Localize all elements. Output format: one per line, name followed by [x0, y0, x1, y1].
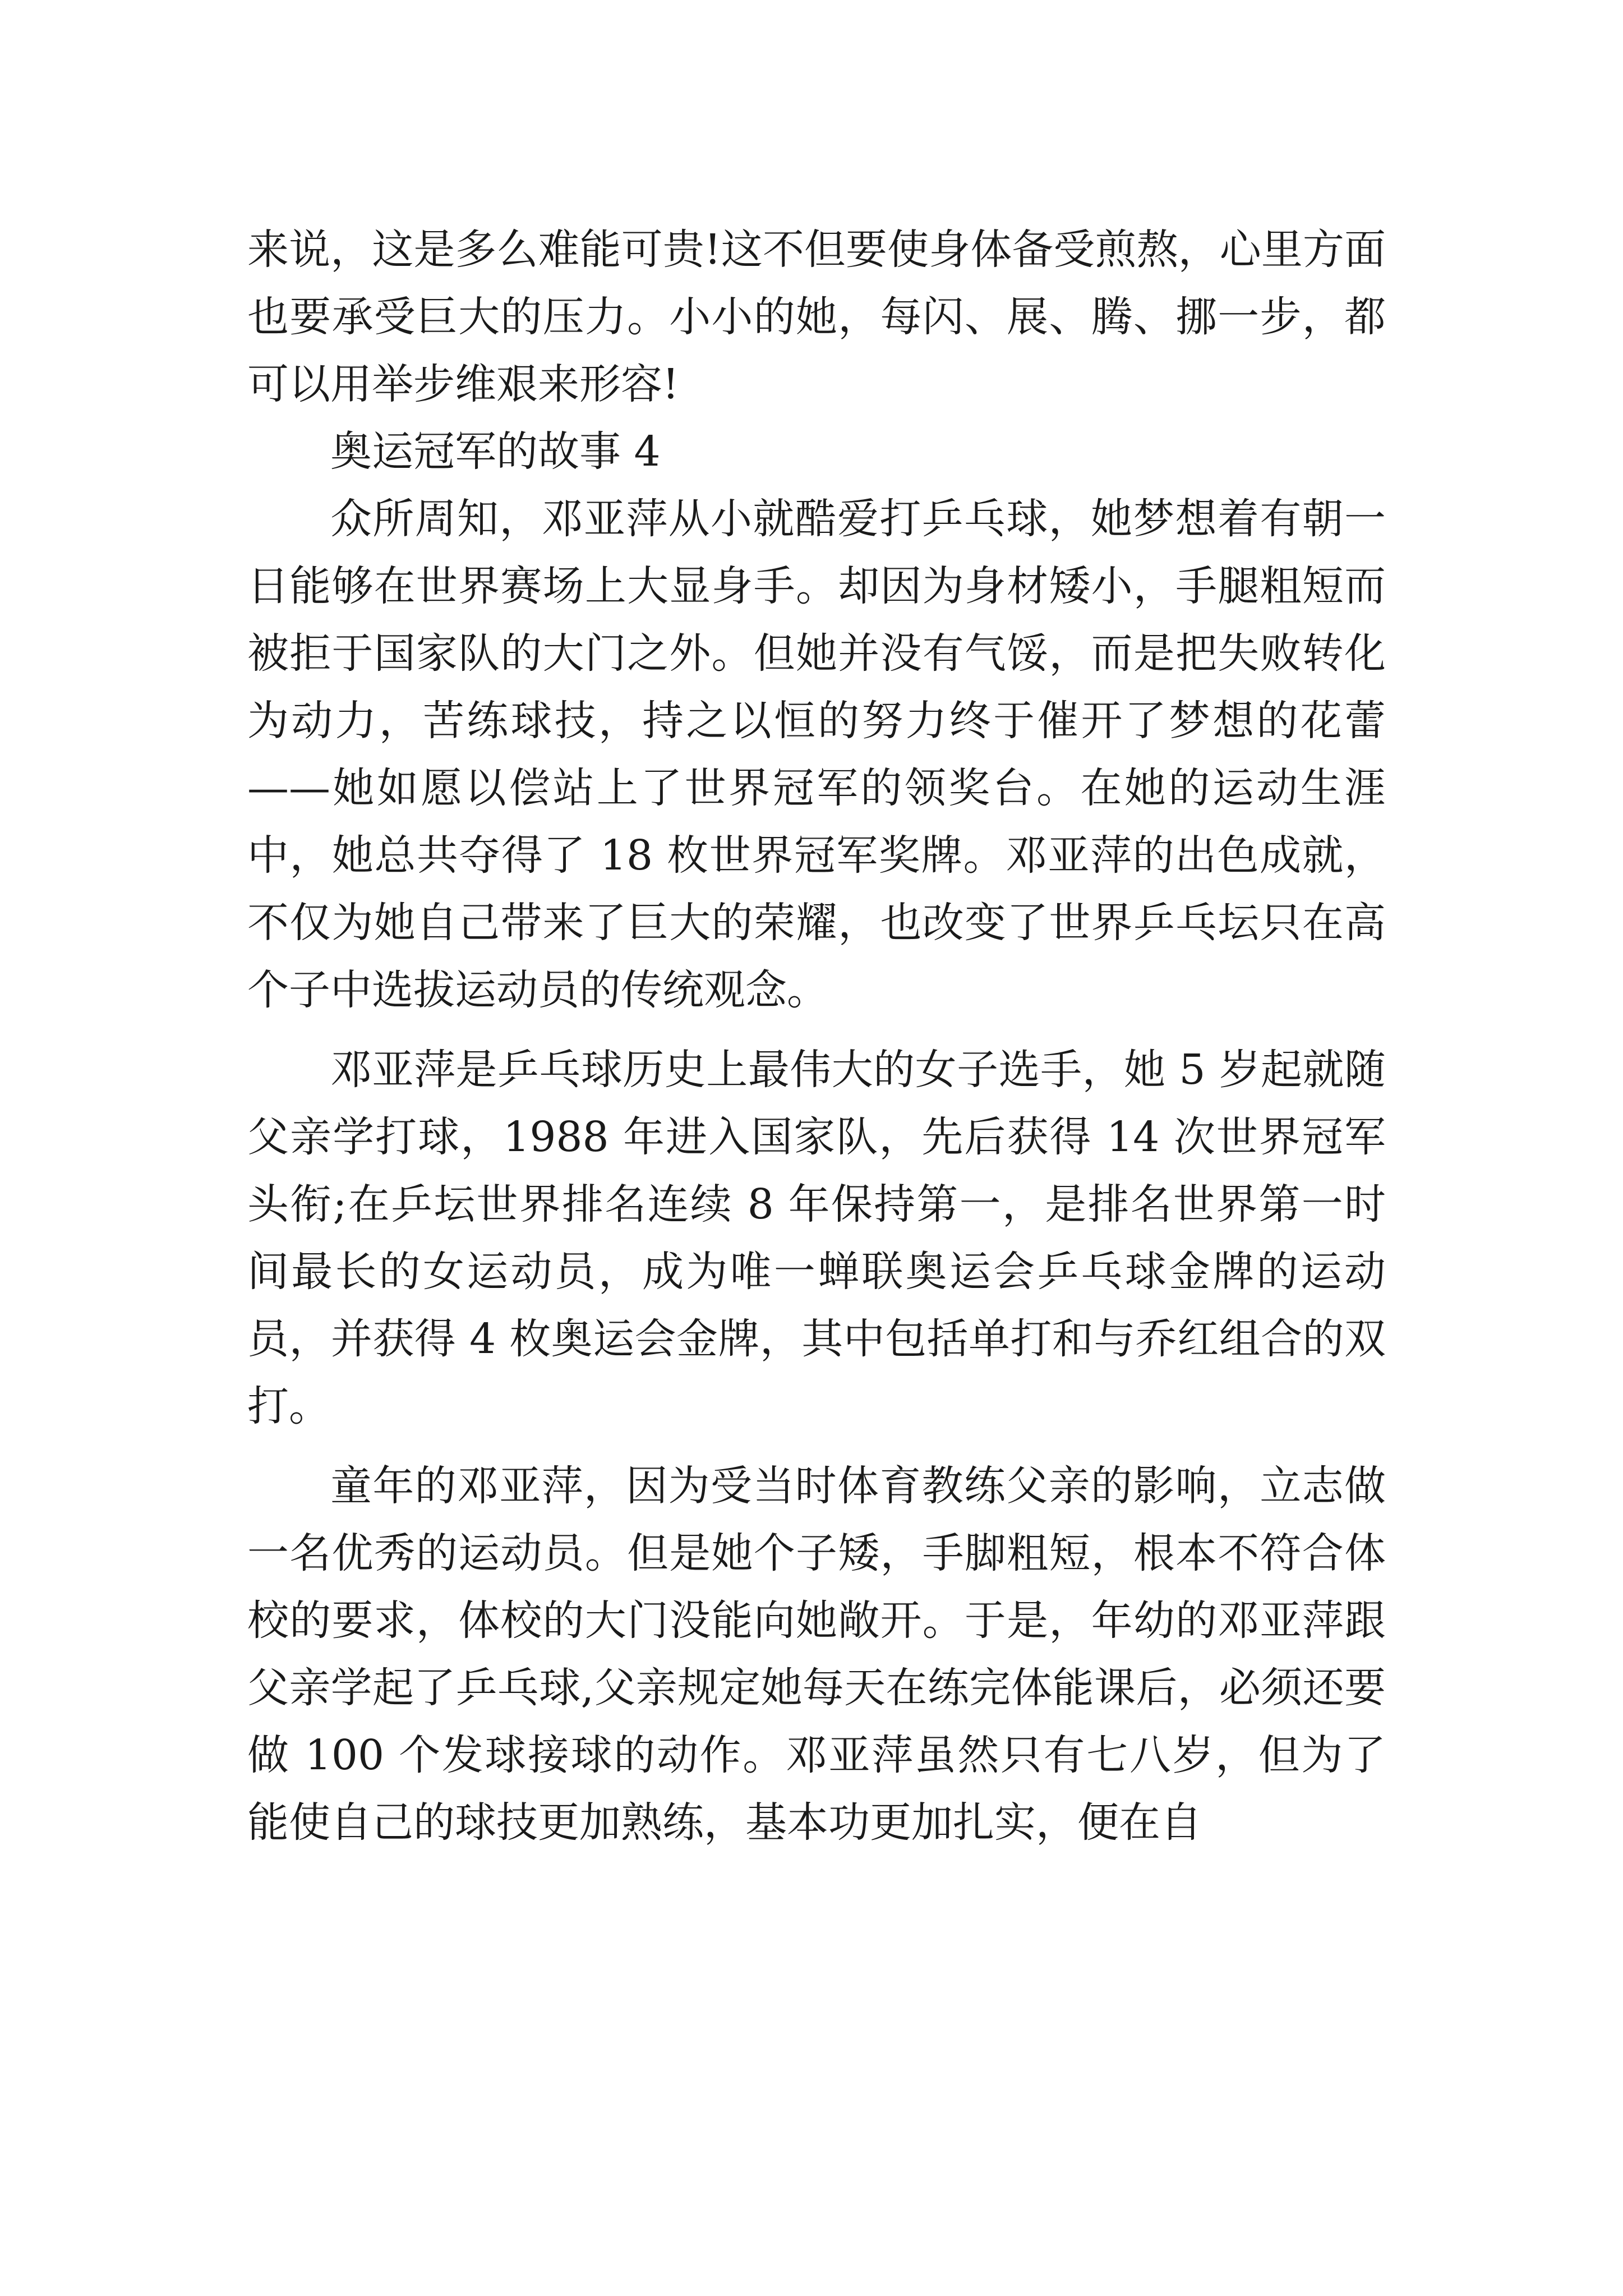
- paragraph-continuation: 来说，这是多么难能可贵!这不但要使身体备受煎熬，心里方面也要承受巨大的压力。小小的她，每闪、展、腾、挪一步，都可以用举步维艰来形容!: [247, 226, 1386, 408]
- document-body: [247, 216, 1386, 1856]
- section-heading: 奥运冠军的故事 4: [330, 427, 661, 476]
- paragraph: 童年的邓亚萍，因为受当时体育教练父亲的影响，立志做一名优秀的运动员。但是她个子矮，手脚粗短，根本不符合体校的要求，体校的大门没能向她敞开。于是，年幼的邓亚萍跟父亲学起了乒乓球,父亲规定她每天在练完体能课后，必须还要做 100 个发球接球的动作。邓亚萍虽然只有七八岁，但为了能使自己的球技更加熟练，基本功更加扎实，便在自: [247, 1462, 1386, 1847]
- paragraph: 邓亚萍是乒乓球历史上最伟大的女子选手，她 5 岁起就随父亲学打球，1988 年进入国家队，先后获得 14 次世界冠军头衔;在乒坛世界排名连续 8 年保持第一，是排名世界第一时间最长的女运动员，成为唯一蝉联奥运会乒乓球金牌的运动员，并获得 4 枚奥运会金牌，其中包括单打和与乔红组合的双打。: [247, 1046, 1386, 1430]
- paragraph: 众所周知，邓亚萍从小就酷爱打乒乓球，她梦想着有朝一日能够在世界赛场上大显身手。却因为身材矮小，手腿粗短而被拒于国家队的大门之外。但她并没有气馁，而是把失败转化为动力，苦练球技，持之以恒的努力终于催开了梦想的花蕾——她如愿以偿站上了世界冠军的领奖台。在她的运动生涯中，她总共夺得了 18 枚世界冠军奖牌。邓亚萍的出色成就，不仅为她自己带来了巨大的荣耀，也改变了世界乒乓坛只在高个子中选拔运动员的传统观念。: [247, 495, 1386, 1014]
